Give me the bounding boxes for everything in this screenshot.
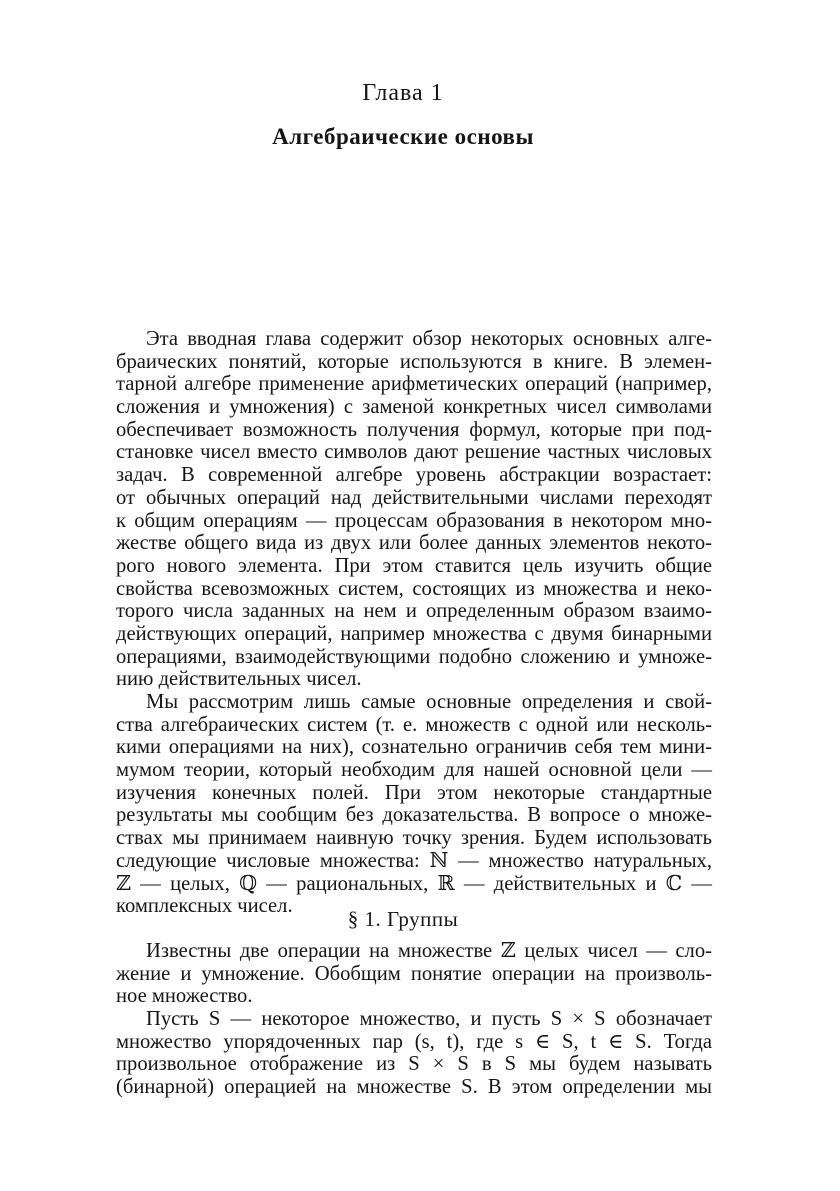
text-line: операциями, взаимодействующими подобно сложению и умноже-: [116, 645, 712, 668]
text-line: тарной алгебре применение арифметических операций (например,: [116, 373, 712, 396]
text-line: кими операциями на них), сознательно ограничив себя тем мини-: [116, 736, 712, 759]
text-line: сложения и умножения) с заменой конкретных чисел символами: [116, 396, 712, 419]
text-line: ства алгебраических систем (т. е. множеств с одной или несколь-: [116, 713, 712, 736]
intro-text: [116, 328, 712, 918]
text-line: мумом теории, который необходим для нашей основной цели —: [116, 759, 712, 782]
text-line: Пусть S — некоторое множество, и пусть S × S обозначает: [146, 1008, 712, 1031]
text-line: к общим операциям — процессам образования в некотором мно-: [116, 509, 712, 532]
text-line: рого нового элемента. При этом ставится цель изучить общие: [116, 554, 712, 577]
text-line: браических понятий, которые используются в книге. В элемен-: [116, 350, 712, 373]
text-line: жение и умножение. Обобщим понятие операции на произволь-: [116, 962, 712, 985]
text-line: комплексных чисел.: [116, 895, 293, 918]
chapter-number: Глава 1: [362, 80, 444, 106]
text-line: произвольное отображение из S × S в S мы будем называть: [116, 1053, 712, 1076]
text-line: изучения конечных полей. При этом некоторые стандартные: [116, 781, 712, 804]
chapter-title: Алгебраические основы: [272, 124, 534, 149]
text-line: Эта вводная глава содержит обзор некоторых основных алге-: [146, 328, 712, 350]
text-line: свойства всевозможных систем, состоящих из множества и неко-: [116, 577, 712, 600]
text-line: жестве общего вида из двух или более данных элементов некото-: [116, 532, 712, 555]
text-line: становке чисел вместо символов дают решение частных числовых: [116, 441, 712, 464]
text-line: торого числа заданных на нем и определенным образом взаимо-: [116, 600, 712, 623]
text-line: (бинарной) операцией на множестве S. В этом определении мы: [116, 1076, 712, 1099]
text-line: ное множество.: [116, 985, 253, 1008]
text-line: Мы рассмотрим лишь самые основные определения и свой-: [146, 691, 712, 713]
section-title: § 1. Группы: [347, 907, 459, 931]
text-line: задач. В современной алгебре уровень абстракции возрастает:: [116, 464, 712, 487]
text-line: множество упорядоченных пар (s, t), где s ∈ S, t ∈ S. Тогда: [116, 1030, 712, 1053]
text-line: Известны две операции на множестве ℤ целых чисел — сло-: [146, 940, 712, 962]
text-line: ствах мы принимаем наивную точку зрения. Будем использовать: [116, 827, 712, 850]
text-line: следующие числовые множества: ℕ — множество натуральных,: [116, 849, 712, 872]
text-line: действующих операций, например множества с двумя бинарными: [116, 622, 712, 645]
text-line: нию действительных чисел.: [116, 668, 362, 691]
text-line: результаты мы сообщим без доказательства. В вопросе о множе-: [116, 804, 712, 827]
text-line: ℤ — целых, ℚ — рациональных, ℝ — действительных и ℂ —: [116, 872, 712, 895]
text-line: обеспечивает возможность получения формул, которые при под-: [116, 418, 712, 441]
groups-text: [116, 940, 712, 1099]
text-line: от обычных операций над действительными числами переходят: [116, 486, 712, 509]
